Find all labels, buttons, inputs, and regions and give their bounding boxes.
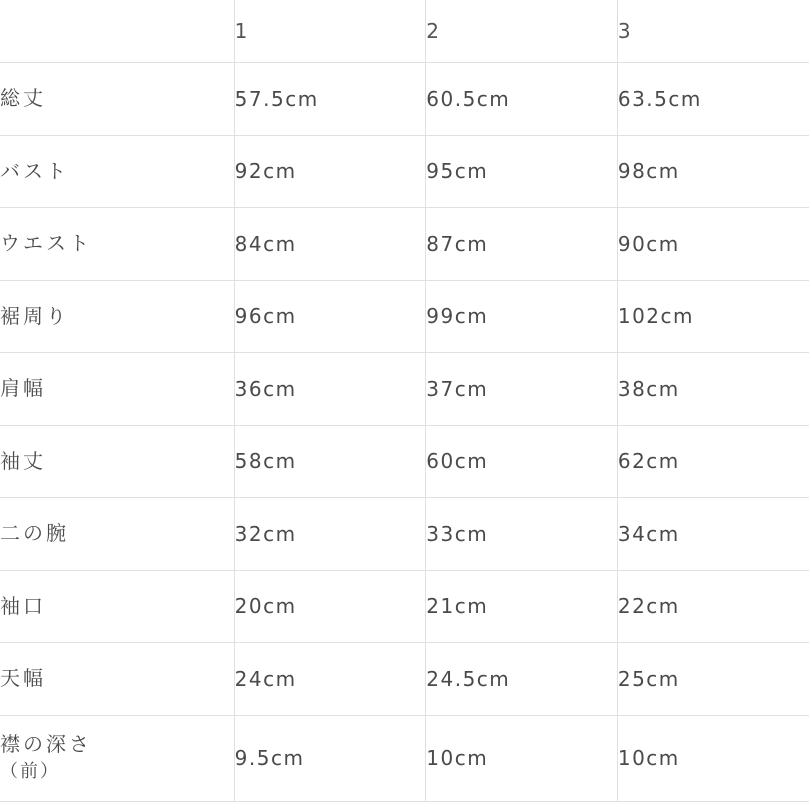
table-cell: 37cm — [426, 353, 618, 426]
table-cell: 22cm — [617, 570, 809, 643]
table-cell: 99cm — [426, 280, 618, 353]
table-body — [0, 63, 809, 802]
table-cell: 20cm — [234, 570, 426, 643]
row-label: 二の腕 — [0, 498, 234, 571]
row-label: 総丈 — [0, 63, 234, 136]
table-cell: 62cm — [617, 425, 809, 498]
table-cell: 98cm — [617, 135, 809, 208]
table-row — [0, 498, 809, 571]
row-label-sub: （前） — [0, 761, 60, 783]
table-row — [0, 425, 809, 498]
table-cell: 34cm — [617, 498, 809, 571]
column-header-3: 3 — [617, 0, 809, 63]
table-cell: 60.5cm — [426, 63, 618, 136]
table-cell: 36cm — [234, 353, 426, 426]
table-row — [0, 63, 809, 136]
table-row — [0, 353, 809, 426]
row-label: 袖口 — [0, 570, 234, 643]
table-corner-cell — [0, 0, 234, 63]
table-cell: 95cm — [426, 135, 618, 208]
table-cell: 32cm — [234, 498, 426, 571]
table-header — [0, 0, 809, 63]
table-cell: 92cm — [234, 135, 426, 208]
table-cell: 84cm — [234, 208, 426, 281]
table-cell: 102cm — [617, 280, 809, 353]
row-label-main: 襟の深さ — [0, 732, 92, 757]
row-label: 袖丈 — [0, 425, 234, 498]
table-cell: 21cm — [426, 570, 618, 643]
column-header-1: 1 — [234, 0, 426, 63]
table-cell: 24.5cm — [426, 643, 618, 716]
table-row — [0, 643, 809, 716]
table-cell: 10cm — [617, 715, 809, 801]
row-label: バスト — [0, 135, 234, 208]
table-row — [0, 570, 809, 643]
row-label: 肩幅 — [0, 353, 234, 426]
table-row — [0, 135, 809, 208]
table-header-row — [0, 0, 809, 63]
row-label: 裾周り — [0, 280, 234, 353]
table-cell: 57.5cm — [234, 63, 426, 136]
table-row — [0, 280, 809, 353]
table-cell: 60cm — [426, 425, 618, 498]
table-cell: 87cm — [426, 208, 618, 281]
table-cell: 90cm — [617, 208, 809, 281]
table-cell: 25cm — [617, 643, 809, 716]
table-cell: 24cm — [234, 643, 426, 716]
table-cell: 63.5cm — [617, 63, 809, 136]
table-row — [0, 715, 809, 801]
table-row — [0, 208, 809, 281]
table-cell: 58cm — [234, 425, 426, 498]
column-header-2: 2 — [426, 0, 618, 63]
table-cell: 10cm — [426, 715, 618, 801]
row-label — [0, 715, 234, 801]
table-cell: 33cm — [426, 498, 618, 571]
table-cell: 38cm — [617, 353, 809, 426]
table-cell: 9.5cm — [234, 715, 426, 801]
row-label: ウエスト — [0, 208, 234, 281]
table-cell: 96cm — [234, 280, 426, 353]
row-label: 天幅 — [0, 643, 234, 716]
